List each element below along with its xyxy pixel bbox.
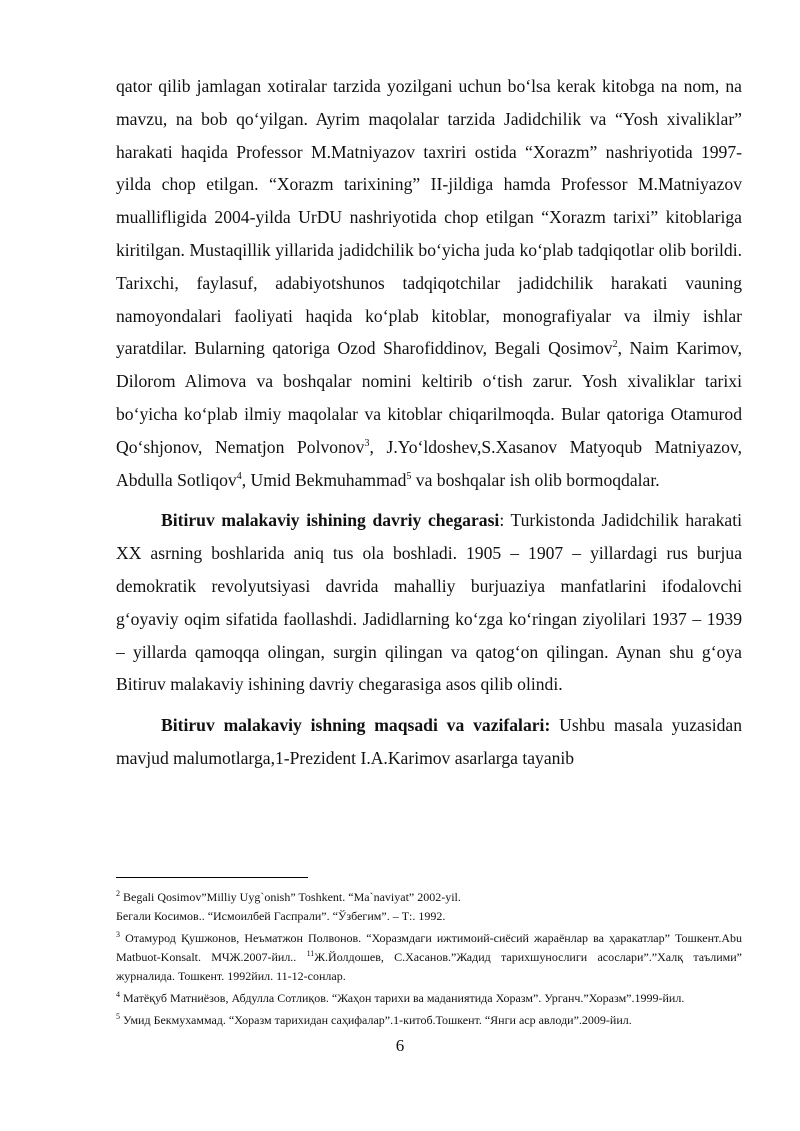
paragraph-2-text: : Turkistonda Jadidchilik harakati XX asrning boshlarida aniq tus ola boshladi. 1905 – 1907 – yillardagi rus burjua demokratik revolyutsiyasi davrida mahalliy burjuaziya manfatlarini ifodalovchi g‘oyaviy oqim sifatida faollashdi. Jadidlarning ko‘zga ko‘ringan ziyolilari 1937 – 1939 – yillarda qamoqqa olingan, surgin qilingan va qatog‘on qilingan. Aynan shu g‘oya Bitiruv malakaviy ishining davriy chegarasiga asos qilib olindi. [116, 510, 742, 695]
footnote-mark: 5 [116, 1012, 120, 1021]
footnote-text: Ж.Йолдошев, С.Хасанов.”Жадид тарихшунослиги асослари”.”Халқ таълими” журналида. Тошкент. 1992йил. 11-12-сонлар. [116, 950, 742, 983]
footnote-3 [116, 929, 742, 986]
paragraph-3 [116, 709, 742, 775]
footnote-text: Умид Бекмухаммад. “Хоразм тарихидан саҳифалар”.1-китоб.Тошкент. “Янги аср авлоди”.2009-йил. [123, 1013, 632, 1027]
section-heading-goals: Bitiruv malakaviy ishning maqsadi va vazifalari: [161, 715, 551, 736]
footnotes [116, 888, 742, 1030]
footnote-5 [116, 1011, 742, 1030]
section-heading-period: Bitiruv malakaviy ishining davriy chegarasi [161, 510, 500, 531]
footnote-inner-mark: 11 [306, 949, 315, 958]
paragraph-1-text-d: , Umid Bekmuhammad [241, 469, 407, 490]
footnote-2-line-2 [116, 907, 742, 926]
main-text [116, 70, 742, 775]
footnote-4 [116, 989, 742, 1008]
paragraph-1-text-b: , Naim Karimov, Dilorom Alimova va boshqalar nomini keltirib o‘tish zarur. Yosh xivaliklar tarixi bo‘yicha ko‘plab ilmiy maqolalar va kitoblar chiqarilmoqda. Bular qatoriga Otamurod Qo‘shjonov, Nematjon Polvonov [116, 338, 742, 457]
footnote-text: Матёқуб Матниёзов, Абдулла Сотлиқов. “Жаҳон тарихи ва маданиятида Хоразм”. Урганч.”Хоразм”.1999-йил. [123, 991, 685, 1005]
footnote-separator [116, 877, 308, 878]
paragraph-1-text-a: qator qilib jamlagan xotiralar tarzida yozilgani uchun bo‘lsa kerak kitobga na nom, na mavzu, na bob qo‘yilgan. Ayrim maqolalar tarzida Jadidchilik va “Yosh xivaliklar” harakati haqida Professor M.Matniyazov taxriri ostida “Xorazm” nashriyotida 1997-yilda chop etilgan. “Xorazm tarixining” II-jildiga hamda Professor M.Matniyazov muallifligida 2004-yilda UrDU nashriyotida chop etilgan “Xorazm tarixi” kitoblariga kiritilgan. Mustaqillik yillarida jadidchilik bo‘yicha juda ko‘plab tadqiqotlar olib borildi. Tarixchi, faylasuf, adabiyotshunos tadqiqotchilar jadidchilik harakati vauning namoyondalari faoliyati haqida ko‘plab kitoblar, monografiyalar va ilmiy ishlar yaratdilar. Bularning qatoriga Ozod Sharofiddinov, Begali Qosimov [116, 76, 742, 359]
paragraph-3-text: Ushbu masala yuzasidan mavjud malumotlarga,1-Prezident I.A.Karimov asarlarga tayanib [116, 715, 742, 768]
footnote-mark: 4 [116, 990, 120, 999]
footnote-text: Begali Qosimov”Milliy Uyg`onish” Toshkent. “Ma`naviyat” 2002-yil. [123, 890, 461, 904]
footnote-2 [116, 888, 742, 926]
paragraph-1-text-e: va boshqalar ish olib bormoqdalar. [411, 469, 660, 490]
footnote-text: Отамурод Қушжонов, Неъматжон Полвонов. “Хоразмдаги ижтимоий-сиёсий жараёнлар ва ҳаракатлар” Тошкент.Abu Matbuot-Konsalt. МЧЖ.2007-йил.. [116, 931, 743, 964]
footnote-ref-3[interactable]: 3 [364, 437, 370, 449]
footnote-ref-4[interactable]: 4 [236, 470, 242, 482]
page-number: 6 [395, 1036, 405, 1055]
footnote-ref-2[interactable]: 2 [612, 339, 618, 351]
footnote-2-line-1 [116, 888, 742, 907]
footnote-text: Бегали Косимов.. “Исмоилбей Гаспрали”. “Ўзбегим”. – Т:. 1992. [116, 909, 446, 923]
footnote-ref-5[interactable]: 5 [406, 470, 412, 482]
paragraph-1-text-c: , J.Yo‘ldoshev,S.Xasanov Matyoqub Matniyazov, Abdulla Sotliqov [116, 436, 742, 490]
paragraph-1 [116, 70, 742, 496]
footnote-mark: 2 [116, 889, 120, 898]
paragraph-2 [116, 504, 742, 701]
footnote-mark: 3 [116, 930, 120, 939]
